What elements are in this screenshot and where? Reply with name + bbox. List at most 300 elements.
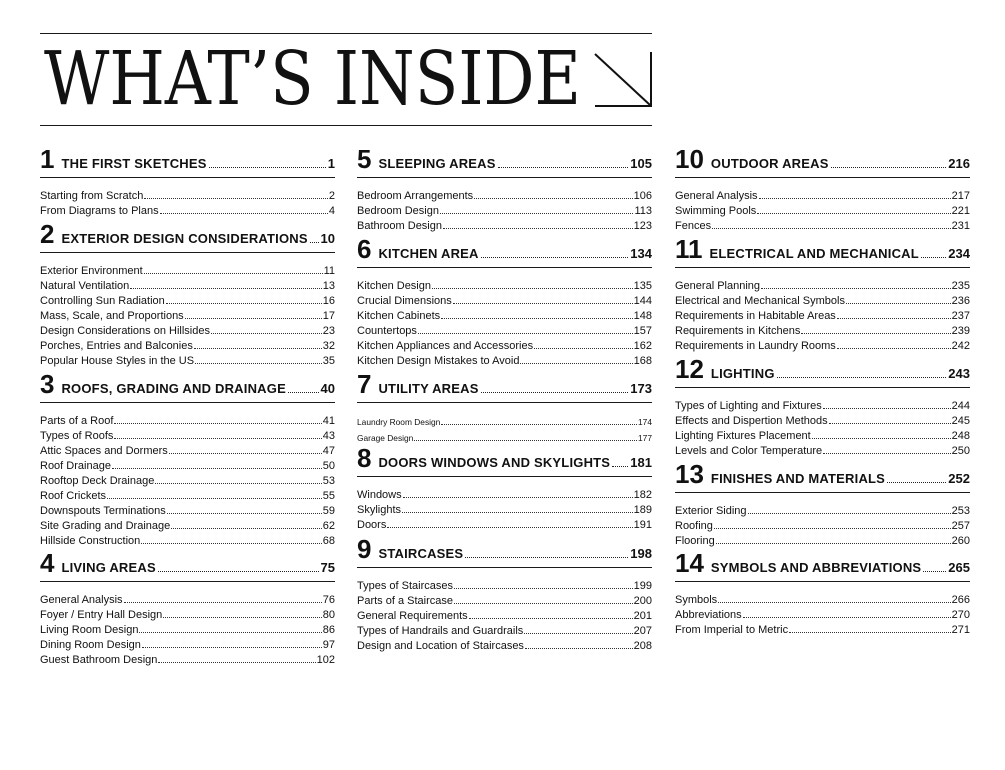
dot-leader	[714, 528, 951, 529]
entry-page-number: 62	[322, 520, 335, 532]
toc-entry[interactable]	[40, 429, 335, 444]
entry-page-number: 68	[322, 535, 335, 547]
section-heading[interactable]	[40, 548, 335, 580]
dot-leader	[441, 424, 637, 425]
toc-entry[interactable]	[675, 608, 970, 623]
section-heading[interactable]	[357, 534, 652, 566]
entry-label: Bathroom Design	[357, 220, 442, 232]
section-number: 6	[357, 234, 372, 264]
entry-label: Kitchen Design Mistakes to Avoid	[357, 355, 520, 367]
toc-entry[interactable]	[357, 354, 652, 369]
toc-section	[40, 219, 335, 369]
toc-section	[40, 144, 335, 219]
dot-leader	[130, 288, 321, 289]
section-rule	[675, 267, 970, 268]
entry-label: Requirements in Kitchens	[675, 325, 801, 337]
entry-label: From Imperial to Metric	[675, 624, 789, 636]
section-title: LIVING AREAS	[61, 560, 156, 575]
toc-entry[interactable]	[357, 639, 652, 654]
toc-section	[357, 369, 652, 446]
entry-label: Mass, Scale, and Proportions	[40, 310, 184, 322]
toc-entry[interactable]	[40, 339, 335, 354]
toc-entry[interactable]	[357, 309, 652, 324]
section-heading[interactable]	[675, 459, 970, 491]
section-page-number: 40	[320, 381, 335, 396]
dot-leader	[158, 662, 315, 663]
dot-leader	[823, 453, 950, 454]
toc-entry[interactable]	[357, 609, 652, 624]
section-heading[interactable]	[40, 219, 335, 251]
entry-label: Roofing	[675, 520, 713, 532]
toc-section	[675, 548, 970, 638]
toc-section	[675, 354, 970, 459]
section-heading[interactable]	[357, 234, 652, 266]
dot-leader	[748, 513, 951, 514]
entry-page-number: 201	[633, 610, 652, 622]
toc-entry[interactable]	[675, 294, 970, 309]
toc-entry[interactable]	[40, 608, 335, 623]
entry-label: Kitchen Cabinets	[357, 310, 441, 322]
dot-leader	[209, 167, 326, 168]
toc-entry[interactable]	[675, 324, 970, 339]
entry-page-number: 113	[634, 205, 652, 217]
entry-page-number: 4	[328, 205, 335, 217]
section-rule	[675, 177, 970, 178]
entry-page-number: 177	[638, 433, 652, 443]
entry-page-number: 16	[322, 295, 335, 307]
toc-entry[interactable]	[675, 309, 970, 324]
toc-entry[interactable]	[357, 488, 652, 503]
dot-leader	[107, 498, 322, 499]
entry-page-number: 244	[951, 400, 970, 412]
section-heading[interactable]	[357, 369, 652, 401]
toc-entry[interactable]	[357, 518, 652, 533]
entry-label: Levels and Color Temperature	[675, 445, 823, 457]
dot-leader	[757, 213, 950, 214]
toc-entry[interactable]	[675, 399, 970, 414]
entry-page-number: 248	[951, 430, 970, 442]
section-page-number: 198	[630, 546, 652, 561]
dot-leader	[612, 466, 628, 467]
entry-list	[40, 189, 335, 219]
entry-page-number: 157	[633, 325, 652, 337]
toc-entry[interactable]	[675, 279, 970, 294]
toc-entry[interactable]	[675, 339, 970, 354]
dot-leader	[163, 617, 321, 618]
entry-page-number: 23	[322, 325, 335, 337]
entry-label: General Requirements	[357, 610, 468, 622]
dot-leader	[142, 647, 322, 648]
entry-label: Types of Lighting and Fixtures	[675, 400, 822, 412]
section-rule	[40, 252, 335, 253]
entry-list	[357, 279, 652, 369]
section-heading[interactable]	[675, 354, 970, 386]
section-title: EXTERIOR DESIGN CONSIDERATIONS	[61, 231, 308, 246]
entry-page-number: 207	[633, 625, 652, 637]
dot-leader	[414, 440, 637, 441]
dot-leader	[195, 363, 322, 364]
section-page-number: 75	[320, 560, 335, 575]
top-rule	[40, 33, 652, 34]
dot-leader	[469, 618, 633, 619]
section-page-number: 134	[630, 246, 652, 261]
entry-page-number: 239	[951, 325, 970, 337]
dot-leader	[465, 557, 628, 558]
section-title: THE FIRST SKETCHES	[61, 156, 207, 171]
toc-entry[interactable]	[357, 579, 652, 594]
toc-section	[675, 459, 970, 549]
toc-entry[interactable]	[357, 624, 652, 639]
dot-leader	[169, 453, 322, 454]
dot-leader	[441, 318, 632, 319]
section-number: 1	[40, 144, 55, 174]
entry-page-number: 266	[951, 594, 970, 606]
dot-leader	[923, 571, 946, 572]
dot-leader	[443, 228, 633, 229]
entry-page-number: 106	[633, 190, 652, 202]
entry-page-number: 41	[322, 415, 335, 427]
entry-list	[40, 593, 335, 668]
toc-section	[675, 144, 970, 234]
toc-entry[interactable]	[675, 189, 970, 204]
section-title: OUTDOOR AREAS	[710, 156, 829, 171]
entry-page-number: 80	[322, 609, 335, 621]
toc-entry[interactable]	[357, 279, 652, 294]
entry-label: Popular House Styles in the US	[40, 355, 195, 367]
dot-leader	[716, 543, 951, 544]
entry-page-number: 35	[322, 355, 335, 367]
toc-section	[357, 234, 652, 369]
entry-page-number: 55	[322, 490, 335, 502]
dot-leader	[112, 468, 322, 469]
section-title: SYMBOLS AND ABBREVIATIONS	[710, 560, 922, 575]
dot-leader	[474, 198, 632, 199]
entry-label: Starting from Scratch	[40, 190, 144, 202]
dot-leader	[387, 527, 632, 528]
dot-leader	[525, 648, 633, 649]
dot-leader	[440, 213, 634, 214]
entry-page-number: 271	[951, 624, 970, 636]
entry-label: Crucial Dimensions	[357, 295, 452, 307]
section-title: DOORS WINDOWS AND SKYLIGHTS	[378, 455, 611, 470]
section-number: 13	[675, 459, 704, 489]
dot-leader	[789, 632, 951, 633]
entry-label: Types of Roofs	[40, 430, 114, 442]
dot-leader	[498, 167, 629, 168]
entry-page-number: 253	[951, 505, 970, 517]
section-number: 14	[675, 548, 704, 578]
section-number: 3	[40, 369, 55, 399]
entry-page-number: 135	[633, 280, 652, 292]
dot-leader	[139, 632, 321, 633]
entry-page-number: 236	[951, 295, 970, 307]
section-page-number: 1	[327, 156, 335, 171]
dot-leader	[520, 363, 632, 364]
entry-list	[357, 414, 652, 446]
section-title: UTILITY AREAS	[378, 381, 479, 396]
toc-entry[interactable]	[357, 294, 652, 309]
entry-page-number: 43	[322, 430, 335, 442]
dot-leader	[160, 213, 328, 214]
toc-entry[interactable]	[357, 594, 652, 609]
section-page-number: 105	[630, 156, 652, 171]
toc-entry[interactable]	[357, 503, 652, 518]
section-page-number: 234	[948, 246, 970, 261]
entry-label: Roof Drainage	[40, 460, 111, 472]
toc-entry[interactable]	[675, 204, 970, 219]
toc-entry[interactable]	[40, 444, 335, 459]
toc-section	[357, 443, 652, 533]
section-title: ELECTRICAL AND MECHANICAL	[709, 246, 919, 261]
entry-page-number: 257	[951, 520, 970, 532]
entry-label: Bedroom Arrangements	[357, 190, 474, 202]
toc-entry[interactable]	[675, 414, 970, 429]
entry-label: Porches, Entries and Balconies	[40, 340, 193, 352]
entry-page-number: 53	[322, 475, 335, 487]
entry-label: Controlling Sun Radiation	[40, 295, 165, 307]
entry-label: Guest Bathroom Design	[40, 654, 158, 666]
dot-leader	[418, 333, 633, 334]
dot-leader	[481, 257, 629, 258]
entry-label: Effects and Dispertion Methods	[675, 415, 828, 427]
toc-entry[interactable]	[40, 354, 335, 369]
toc-entry[interactable]	[40, 309, 335, 324]
entry-list	[675, 504, 970, 549]
toc-entry[interactable]	[357, 189, 652, 204]
section-heading[interactable]	[675, 234, 970, 266]
toc-entry[interactable]	[675, 623, 970, 638]
entry-list	[357, 579, 652, 654]
entry-page-number: 191	[633, 519, 652, 531]
entry-page-number: 13	[322, 280, 335, 292]
section-number: 10	[675, 144, 704, 174]
entry-page-number: 123	[633, 220, 652, 232]
dot-leader	[194, 348, 322, 349]
section-number: 8	[357, 443, 372, 473]
dot-leader	[534, 348, 633, 349]
entry-label: Roof Crickets	[40, 490, 107, 502]
section-number: 12	[675, 354, 704, 384]
entry-label: Symbols	[675, 594, 718, 606]
section-title: LIGHTING	[710, 366, 775, 381]
entry-list	[40, 264, 335, 369]
toc-entry[interactable]	[675, 429, 970, 444]
entry-list	[357, 189, 652, 234]
entry-page-number: 11	[323, 265, 335, 277]
section-rule	[675, 581, 970, 582]
section-title: ROOFS, GRADING AND DRAINAGE	[61, 381, 286, 396]
section-page-number: 181	[630, 455, 652, 470]
section-page-number: 216	[948, 156, 970, 171]
dot-leader	[454, 603, 633, 604]
dot-leader	[831, 167, 947, 168]
entry-label: Exterior Siding	[675, 505, 747, 517]
entry-label: Countertops	[357, 325, 417, 337]
entry-page-number: 242	[951, 340, 970, 352]
toc-entry[interactable]	[40, 534, 335, 549]
dot-leader	[310, 242, 319, 243]
section-rule	[357, 476, 652, 477]
entry-label: Design and Location of Staircases	[357, 640, 524, 652]
entry-label: Exterior Environment	[40, 265, 143, 277]
dot-leader	[155, 483, 321, 484]
dot-leader	[185, 318, 322, 319]
entry-label: Downspouts Terminations	[40, 505, 166, 517]
entry-list	[357, 488, 652, 533]
dot-leader	[837, 348, 951, 349]
section-page-number: 252	[948, 471, 970, 486]
dot-leader	[288, 392, 319, 393]
toc-entry[interactable]	[40, 189, 335, 204]
section-title: STAIRCASES	[378, 546, 464, 561]
dot-leader	[166, 303, 322, 304]
dot-leader	[823, 408, 951, 409]
dot-leader	[481, 392, 629, 393]
toc-entry[interactable]	[40, 504, 335, 519]
section-heading[interactable]	[675, 144, 970, 176]
dot-leader	[812, 438, 951, 439]
toc-entry[interactable]	[40, 294, 335, 309]
toc-entry[interactable]	[40, 474, 335, 489]
section-number: 4	[40, 548, 55, 578]
toc-entry[interactable]	[40, 204, 335, 219]
toc-entry[interactable]	[675, 534, 970, 549]
entry-label: Types of Staircases	[357, 580, 453, 592]
dot-leader	[171, 528, 322, 529]
entry-page-number: 47	[322, 445, 335, 457]
entry-label: Fences	[675, 220, 712, 232]
entry-label: Electrical and Mechanical Symbols	[675, 295, 845, 307]
entry-label: Dining Room Design	[40, 639, 141, 651]
section-rule	[357, 177, 652, 178]
entry-page-number: 200	[633, 595, 652, 607]
toc-entry[interactable]	[675, 504, 970, 519]
section-page-number: 265	[948, 560, 970, 575]
entry-list	[40, 414, 335, 549]
entry-label: Kitchen Design	[357, 280, 431, 292]
entry-label: Garage Design	[357, 433, 414, 443]
entry-page-number: 237	[951, 310, 970, 322]
diagonal-arrow-icon	[593, 52, 653, 108]
toc-entry[interactable]	[675, 593, 970, 608]
toc-entry[interactable]	[40, 638, 335, 653]
toc-entry[interactable]	[675, 519, 970, 534]
section-rule	[40, 581, 335, 582]
entry-label: Windows	[357, 489, 402, 501]
toc-entry[interactable]	[40, 264, 335, 279]
entry-label: Living Room Design	[40, 624, 139, 636]
toc-entry[interactable]	[357, 339, 652, 354]
toc-entry[interactable]	[40, 489, 335, 504]
entry-label: Requirements in Habitable Areas	[675, 310, 836, 322]
entry-page-number: 208	[633, 640, 652, 652]
toc-entry[interactable]	[40, 414, 335, 429]
entry-page-number: 148	[633, 310, 652, 322]
section-number: 9	[357, 534, 372, 564]
entry-label: Doors	[357, 519, 387, 531]
section-page-number: 10	[320, 231, 335, 246]
dot-leader	[124, 602, 322, 603]
entry-page-number: 59	[322, 505, 335, 517]
toc-entry[interactable]	[40, 324, 335, 339]
section-number: 11	[675, 234, 703, 264]
toc-entry[interactable]	[675, 444, 970, 459]
entry-page-number: 102	[316, 654, 335, 666]
toc-entry[interactable]	[357, 324, 652, 339]
dot-leader	[114, 423, 321, 424]
dot-leader	[432, 288, 633, 289]
toc-section	[675, 234, 970, 354]
toc-entry[interactable]	[357, 219, 652, 234]
entry-page-number: 270	[951, 609, 970, 621]
toc-entry[interactable]	[357, 414, 652, 430]
toc-entry[interactable]	[40, 519, 335, 534]
section-number: 7	[357, 369, 372, 399]
toc-section	[40, 548, 335, 668]
section-rule	[40, 402, 335, 403]
dot-leader	[846, 303, 951, 304]
entry-page-number: 76	[322, 594, 335, 606]
dot-leader	[403, 497, 633, 498]
section-rule	[675, 387, 970, 388]
toc-section	[357, 144, 652, 234]
section-rule	[40, 177, 335, 178]
toc-entry[interactable]	[40, 279, 335, 294]
entry-label: Swimming Pools	[675, 205, 757, 217]
entry-page-number: 231	[951, 220, 970, 232]
dot-leader	[837, 318, 951, 319]
dot-leader	[801, 333, 950, 334]
section-rule	[357, 402, 652, 403]
section-page-number: 173	[630, 381, 652, 396]
section-heading[interactable]	[675, 548, 970, 580]
entry-label: Bedroom Design	[357, 205, 439, 217]
dot-leader	[402, 512, 633, 513]
toc-entry[interactable]	[357, 204, 652, 219]
section-heading[interactable]	[40, 369, 335, 401]
toc-entry[interactable]	[40, 653, 335, 668]
section-heading[interactable]	[357, 144, 652, 176]
entry-page-number: 162	[633, 340, 652, 352]
dot-leader	[761, 288, 951, 289]
toc-section	[357, 534, 652, 654]
dot-leader	[211, 333, 322, 334]
entry-label: General Analysis	[40, 594, 123, 606]
toc-entry[interactable]	[40, 459, 335, 474]
toc-entry[interactable]	[675, 219, 970, 234]
dot-leader	[712, 228, 951, 229]
entry-label: General Analysis	[675, 190, 758, 202]
dot-leader	[777, 377, 947, 378]
entry-label: Parts of a Roof	[40, 415, 114, 427]
page-title: WHAT’S INSIDE	[44, 36, 581, 122]
entry-label: Site Grading and Drainage	[40, 520, 171, 532]
section-rule	[357, 567, 652, 568]
entry-label: Laundry Room Design	[357, 417, 441, 427]
dot-leader	[743, 617, 951, 618]
entry-page-number: 250	[951, 445, 970, 457]
section-heading[interactable]	[357, 443, 652, 475]
toc-entry[interactable]	[40, 623, 335, 638]
toc-entry[interactable]	[40, 593, 335, 608]
entry-list	[675, 399, 970, 459]
section-heading[interactable]	[40, 144, 335, 176]
dot-leader	[718, 602, 950, 603]
entry-label: Flooring	[675, 535, 715, 547]
dot-leader	[829, 423, 951, 424]
entry-page-number: 168	[633, 355, 652, 367]
entry-list	[675, 593, 970, 638]
